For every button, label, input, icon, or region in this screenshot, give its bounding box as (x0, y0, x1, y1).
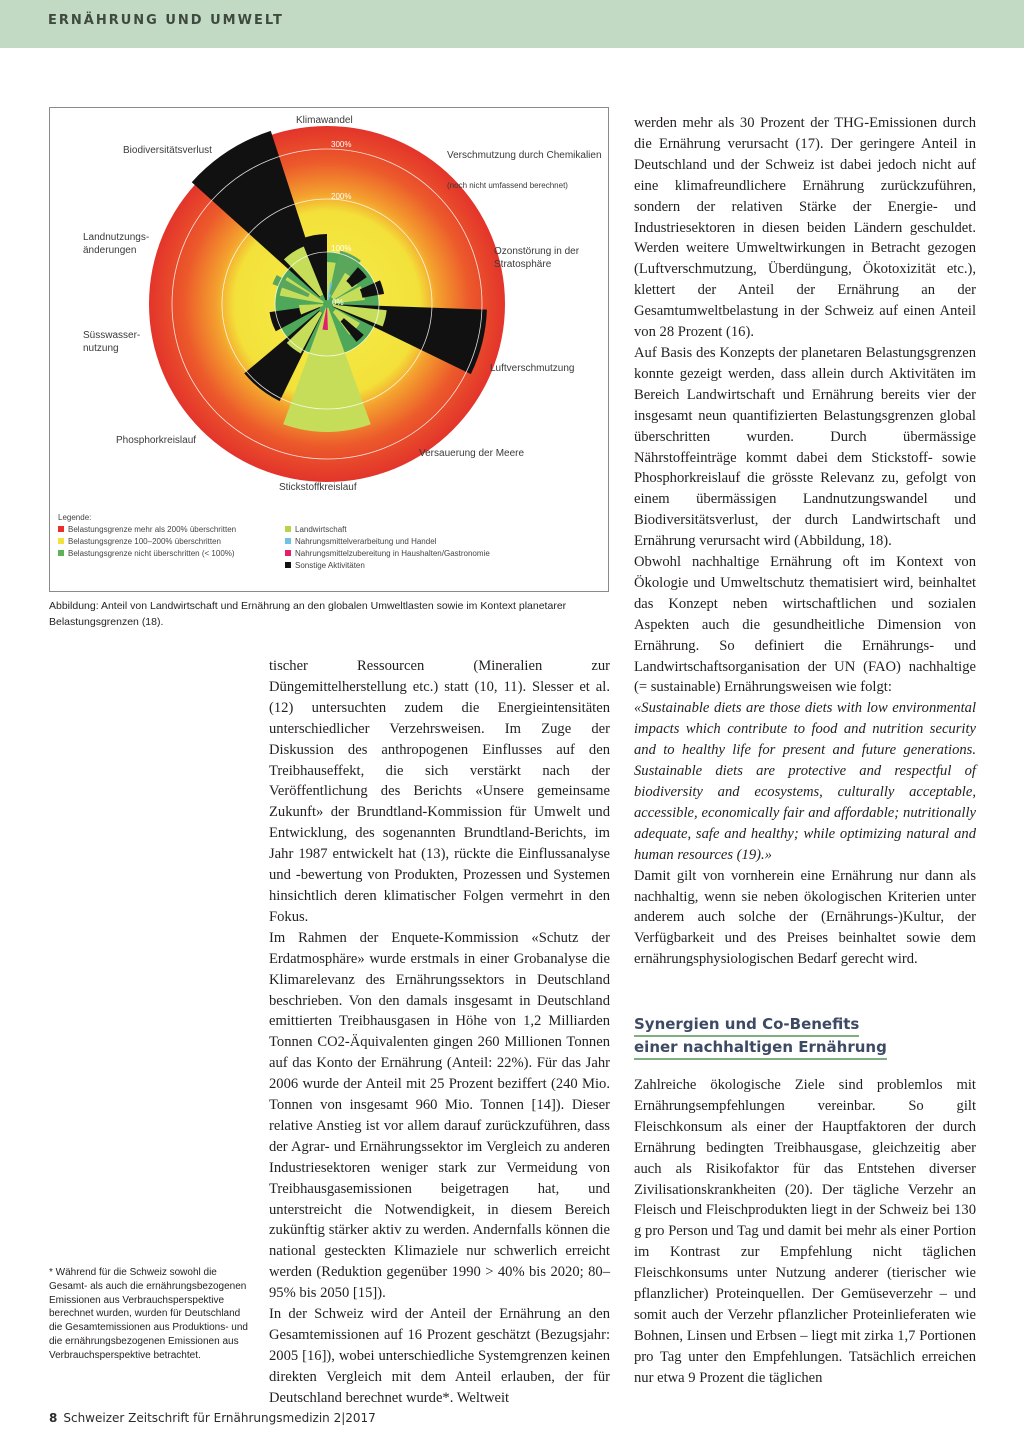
body-column-middle (269, 656, 610, 1409)
page-footer (49, 1411, 376, 1425)
legend-item-zubereitung: Nahrungsmittelzubereitung in Haushalten/Gastronomie (285, 548, 490, 559)
legend-swatch (285, 526, 291, 532)
section-heading-line: einer nachhaltigen Ernährung (634, 1037, 887, 1060)
paragraph: Obwohl nachhaltige Ernährung oft im Kontext von Ökologie und Umweltschutz thematisiert wird, beinhaltet das Konzept neben wirtschaftlichen und sozialen Aspekten auch die gesundheitliche Dimension von Ernährung. So definiert die Ernährungs- und Landwirtschaftsorganisation der UN (FAO) nachhaltige (= sustainable) Ernährungsweisen wie folgt: (634, 554, 976, 696)
paragraph: Zahlreiche ökologische Ziele sind problemlos mit Ernährungsempfehlungen vereinbar. So gilt Fleischkonsum als einer der Hauptfaktoren der durch Ernährung bedingten Treibhausgase, gleichzeitig aber auch als Risikofaktor für das Entstehen diverser Zivilisationskrankheiten (20). Der tägliche Verzehr an Fleisch und Fleischprodukten liegt in der Schweiz bei 130 g pro Person und Tag und damit bei mehr als einer Portion im Kontrast zur Empfehlung nicht täglichen Fleischkonsums unter Nutzung anderer (tierischer wie pflanzlicher) Proteinquellen. Der Gemüseverzehr – und somit auch der Verzehr pflanzlicher Proteinlieferaten wie Bohnen, Linsen und Erbsen – liegt mit zirka 1,7 Portionen pro Tag unter den Empfehlungen. Tatsächlich erreichen nur etwa 9 Prozent die täglichen (634, 1077, 976, 1386)
body-column-right-lower (634, 1075, 976, 1389)
ring-label-200: 200% (331, 192, 352, 201)
label-chemikalien: Verschmutzung durch Chemikalien (447, 150, 602, 161)
label-klimawandel: Klimawandel (296, 115, 353, 126)
journal-title: Schweizer Zeitschrift für Ernährungsmedizin 2|2017 (63, 1411, 376, 1425)
section-heading-line: Synergien und Co-Benefits (634, 1014, 859, 1037)
legend-swatch (58, 526, 64, 532)
ring-label-100: 100% (331, 244, 352, 253)
legend-swatch (285, 538, 291, 544)
legend-swatch (285, 562, 291, 568)
legend-item-yellow: Belastungsgrenze 100–200% überschritten (58, 536, 221, 547)
legend-item-verarbeitung: Nahrungsmittelverarbeitung und Handel (285, 536, 436, 547)
label-chemikalien-note: (noch nicht umfassend berechnet) (447, 181, 568, 190)
ring-label-300: 300% (331, 140, 352, 149)
paragraph: tischer Ressourcen (Mineralien zur Düngemittelherstellung etc.) statt (10, 11). Slesser et al. (12) untersuchten zudem die Energieintensitäten unterschiedlicher Verzehrsweisen. Im Zuge der Diskussion des anthropogenen Einflusses auf den Treibhauseffekt, die sich verstärkt nach der Veröffentlichung des Berichts «Unsere gemeinsame Zukunft» der Brundtland-Kommission für Umwelt und Entwicklung, des sogenannten Brundtland-Berichts, im Jahr 1987 entwickelt hat (13), rückte die Einflussanalyse und -bewertung von Produkten, Prozessen und Systemen hinsichtlich deren klimatischer Folgen vermehrt in den Fokus. (269, 658, 610, 925)
figure-planetary-boundaries (49, 107, 609, 592)
legend-item-landwirtschaft: Landwirtschaft (285, 524, 347, 535)
section-title: ERNÄHRUNG UND UMWELT (48, 13, 284, 28)
paragraph: Damit gilt von vornherein eine Ernährung nur dann als nachhaltig, wenn sie neben ökologischen Kriterien unter anderem auch solche der (Ernährungs-)Kultur, der Verfügbarkeit und des Preises beinhaltet sowie dem ernährungsphysiologischen Bedarf gerecht wird. (634, 867, 976, 968)
footnote: * Während für die Schweiz sowohl die Gesamt- als auch die ernährungsbezogenen Emissionen aus Verbrauchsperspektive berechnet wurden, wurden für Deutschland die Gesamtemissionen aus Produktions- und die ernährungsbezogenen Emissionen aus Verbrauchsperspektive betrachtet. (49, 1267, 248, 1361)
label-versauerung: Versauerung der Meere (419, 448, 525, 459)
legend-item-green: Belastungsgrenze nicht überschritten (< 100%) (58, 548, 235, 559)
legend-swatch (58, 538, 64, 544)
label-luft: Luftverschmutzung (490, 363, 575, 374)
ring-label-0: 0% (332, 298, 344, 307)
legend-item-red: Belastungsgrenze mehr als 200% überschritten (58, 524, 236, 535)
page-number: 8 (49, 1411, 58, 1425)
legend-swatch (58, 550, 64, 556)
label-ozon: Ozonstörung in der Stratosphäre (494, 246, 580, 270)
body-column-right (634, 113, 976, 970)
legend-item-sonstige: Sonstige Aktivitäten (285, 560, 365, 571)
label-landnutzung: Landnutzungs-änderungen (83, 232, 150, 256)
label-phosphor: Phosphorkreislauf (116, 435, 197, 446)
header-band (0, 0, 1024, 48)
paragraph: Auf Basis des Konzepts der planetaren Belastungsgrenzen konnte gezeigt werden, dass allein durch Aktivitäten im Bereich Landwirtschaft und Ernährung bereits vier der insgesamt neun quantifizierten Belastungsgrenzen global überschritten wurden. Durch übermässige Nährstoffeinträge kommt dabei dem Stickstoff- sowie Phosphorkreislauf die grösste Relevanz zu, gefolgt von einem übermässigen Landnutzungswandel und Biodiversitätsverlust, der durch Landwirtschaft und Ernährung verursacht wird (Abbildung, 18). (634, 344, 976, 550)
legend-swatch (285, 550, 291, 556)
label-suesswasser: Süsswasser-nutzung (83, 330, 141, 354)
label-stickstoff: Stickstoffkreislauf (279, 482, 357, 493)
paragraph: In der Schweiz wird der Anteil der Ernährung an den Gesamtemissionen auf 16 Prozent geschätzt (Bezugsjahr: 2005 [16]), wobei unterschiedliche Systemgrenzen keinen direkten Vergleich mit dem Anteil erlauben, der für Deutschland berechnet wurde*. Weltweit (269, 1306, 610, 1406)
section-heading (634, 1014, 887, 1060)
paragraph: werden mehr als 30 Prozent der THG-Emissionen durch die Ernährung verursacht (17). Der geringere Anteil in Deutschland und der Schweiz ist dabei jedoch nicht auf eine klimafreundlichere Ernährung zurückzuführen, sondern der relativen Stärke der Energie- und Industriesektoren in diesen beiden Ländern geschuldet. Werden weitere Umweltwirkungen in Betracht gezogen (Luftverschmutzung, Überdüngung, Ökotoxizität etc.), klettert der Anteil der Ernährung an der Gesamtumweltbelastung in der Schweiz auf einen Anteil von 28 Prozent (16). (634, 115, 976, 341)
figure-legend (58, 512, 91, 524)
legend-title: Legende: (58, 513, 92, 522)
fao-quote: «Sustainable diets are those diets with low environmental impacts which contribute to food and nutrition security and to healthy life for present and future generations. Sustainable diets are protective and respectful of biodiversity and ecosystems, culturally acceptable, accessible, economically fair and affordable; nutritionally adequate, safe and healthy; while optimizing natural and human resources (19).» (634, 700, 976, 863)
figure-caption: Abbildung: Anteil von Landwirtschaft und Ernährung an den globalen Umweltlasten sowie im Kontext planetarer Belastungsgrenzen (18). (49, 600, 567, 628)
label-biodiversitaet: Biodiversitätsverlust (123, 145, 212, 156)
paragraph: Im Rahmen der Enquete-Kommission «Schutz der Erdatmosphäre» wurde erstmals in einer Grobanalyse die Klimarelevanz des Ernährungssektors in Deutschland beschrieben. Von den damals insgesamt in Deutschland emittierten Treibhausgasen in Höhe von 1,2 Milliarden Tonnen CO2-Äquivalenten gingen 260 Millionen Tonnen auf das Konto der Ernährung (Anteil: 22%). Für das Jahr 2006 wurde der Anteil mit 25 Prozent beziffert (240 Mio. Tonnen von insgesamt 960 Mio. Tonnen [14]). Dieser relative Anstieg ist vor allem darauf zurückzuführen, dass der Agrar- und Ernährungssektor im Vergleich zu anderen Industriesektoren weniger stark zur Vermeidung von Treibhausgasemissionen beigetragen hat, und unterstreicht die Notwendigkeit, in diesem Bereich zukünftig stärker aktiv zu werden. Andernfalls können die national gesteckten Klimaziele nur schwerlich erreicht werden (Reduktion gegenüber 1990 > 40% bis 2020; 80–95% bis 2050 [15]). (269, 929, 610, 1302)
